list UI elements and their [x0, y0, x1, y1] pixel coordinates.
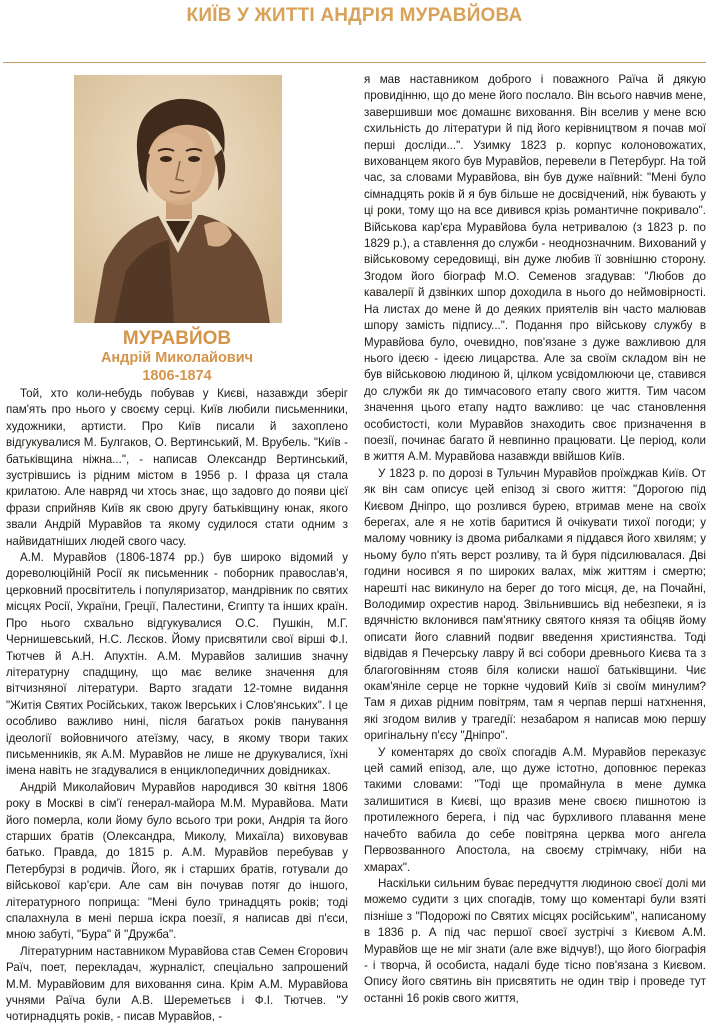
left-paragraph-2: А.М. Муравйов (1806-1874 рр.) був широко відомий у дореволюційній Росії як письменник - поборник православ'я, церковний просвітитель і популяризатор, мандрівник по святих місцях Росії, України, Греції, Палестини, Єгипту та інших країн. Про нього схвально відгукувалися О.С. Пушкін, М.Г. Чернишевський, Н.С. Лєсков. Йому присвятили свої вірші Ф.І. Тютчев й А.Н. Апухтін. А.М. Муравйов залишив значну літературну спадщину, що має велике значення для вітчизняної літератури. Варто згадати 12-томне видання "Житія Святих Російських, також Іверських і Слов'янських". І це особливо важливо нині, після багатьох років панування ідеології войовничого атеїзму, часу, в якому твори таких письменників, як А.М. Муравйов не лише не друкувалися, їхні імена навіть не згадувалися в енциклопедичних довідниках. — [6, 551, 348, 778]
given-name: Андрій Миколайович — [100, 350, 254, 366]
surname: МУРАВЙОВ — [122, 328, 232, 349]
page-header — [0, 0, 709, 64]
right-paragraph-4: Наскільки сильним буває передчуття людиною своєї долі ми можемо судити з цих спогадів, тому що коментарі були взяті пізніше з "Подорожі по Святих місцях російським", написаному в 1836 р. А під час першої своєї зустрічі з Києвом А.М. Муравйов ще не міг знати (але вже відчув!), що його біографія - і творча, й особиста, надалі буде тісно пов'язана з Києвом. Опису його святинь він присвятить не один твір і проведе тут останні 16 років свого життя, — [364, 876, 706, 1005]
left-paragraph-4: Літературним наставником Муравйова став Семен Єгорович Раїч, поет, перекладач, журналіст, спеціально запрошений М.М. Муравйовим для виховання сина. Крім А.М. Муравйова учнями Раїча були А.В. Шереметьєв і Ф.І. Тютчев. "У чотирнадцять років, - писав Муравйов, - — [6, 944, 348, 1024]
right-paragraph-3: У коментарях до своїх спогадів А.М. Муравйов переказує цей самий епізод, але, що дуже істотно, доповнює переказ такими словами: "Тоді ще промайнула в мене думка залишитися в Києві, що вразив мене своєю пишнотою із протилежного берега, і під час бурхливого плавання мене начебто вабила до себе повітряна церква мого ангела Первозванного Апостола, на своєму стрімчаку, ніби на хмарах". — [364, 745, 706, 874]
right-paragraph-1: я мав наставником доброго і поважного Раїча й дякую провидінню, що до мене його послало. Він всього навчив мене, завершивши моє домашнє виховання. Він вселив у мене всю схильність до літератури й під його керівництвом я почав мої перші досліди...". Узимку 1823 р. корпус колоновожатих, вихованцем якого був Муравйов, перевели в Петербург. На той час, за словами Муравйова, він був дуже наївний: "Мені було сімнадцять років й я був більше не досвідчений, ніж бувають у ці роки, тому що на все дивився крізь романтичне покривало". Військова кар'єра Муравйова була нетривалою (з 1823 р. по 1829 р.), а ставлення до служби - неоднозначним. Вихований у військовому середовищі, він дуже любив її зовнішню сторону. Згодом його біограф М.О. Семенов згадував: "Любов до кавалерії й дзвінких шпор доходила в нього до неймовірності. На листах до мене й до деяких приятелів він часто малював шпору замість підпису...". Подання про військову службу в Муравйова було, очевидно, пов'язане з дуже важливою для нього ідеєю - ідеєю лицарства. Але за своїм складом він не був військовою людиною й, цілком усвідомлюючи це, ставився до служби як до тимчасового етапу свого життя. Тим часом значення цього етапу надто важливо: це час становлення особистості, коли Муравйов знаходить своє призначення в поезії, починає багато й невпинно працювати. Це період, коли в життя А.М. Муравйова назавжди ввійшов Київ. — [364, 73, 706, 464]
left-paragraph-3: Андрій Миколайович Муравйов народився 30 квітня 1806 року в Москві в сім'ї генерал-майора М.М. Муравйова. Мати його померла, коли йому було всього три роки, Андрія та його старших братів (Олександра, Миколу, Михаїла) виховував батько. Правда, до 1815 р. А.М. Муравйов перебував у Петербурзі в родичів. Його, як і старших братів, готували до військової кар'єри. Але сам він почував потяг до іншого, літературного поприща: "Мені було тринадцять років; тоді спалахнула в мені перша іскра поезії, я написав дві п'єси, мною забуті, "Бура" й "Дружба". — [6, 780, 348, 942]
left-column — [6, 72, 348, 1026]
header-divider — [3, 62, 706, 63]
page-title: КИЇВ У ЖИТТІ АНДРІЯ МУРАВЙОВА — [186, 5, 523, 26]
life-years: 1806-1874 — [142, 368, 212, 384]
name-block — [6, 329, 348, 385]
right-column — [364, 72, 706, 1007]
right-paragraph-2: У 1823 р. по дорозі в Тульчин Муравйов проїжджав Київ. От як він сам описує цей епізод зі свого життя: "Дорогою під Києвом Дніпро, що розлився бурею, втримав мене на своїх берегах, але я не хотів баритися й очікувати тихої погоди; у малому човнику із двома рибалками я піддався його хвилям; у ньому було п'ять верст розливу, та й буря підсилювалася. Дві години носився я по широких валах, між життям і смертю; нарешті нас викинуло на берег до того місця, де, на Почайні, Володимир охрестив народ. Звільнившись від небезпеки, я із вдячністю вклонився пам'ятнику святого князя та обіцяв йому описати його славний подвиг введення християнства. Тоді відвідав я Печерську лавру й всі собори древнього Києва та з благоговінням стояв біля колиски нашої батьківщини. Чиє окам'яніле серце не торкне чудовий Київ зі своїм минулим? Там я дихав рідним повітрям, там я черпав перші натхнення, які згодом вилив у трагедії: незабаром я написав мою першу оригінальну п'єсу "Дніпро". — [364, 466, 706, 743]
left-paragraph-1: Той, хто коли-небудь побував у Києві, назавжди зберіг пам'ять про нього у своєму серці. Київ любили письменники, художники, артисти. Про Київ писали й захоплено відгукувалися М. Булгаков, О. Вертинський, М. Врубель. "Київ - батьківщина ніжна...", - написав Олександр Вертинський, зустрівшись із рідним містом в 1956 р. І фраза ця стала крилатою. Але навряд чи хтось знає, що задовго до появи цієї фрази сприйняв Київ як свою другу батьківщину юнак, якого звали Андрій Муравйов та якому судилося стати одним з найвидатніших людей свого часу. — [6, 387, 348, 548]
portrait-engraving-icon — [74, 75, 282, 323]
